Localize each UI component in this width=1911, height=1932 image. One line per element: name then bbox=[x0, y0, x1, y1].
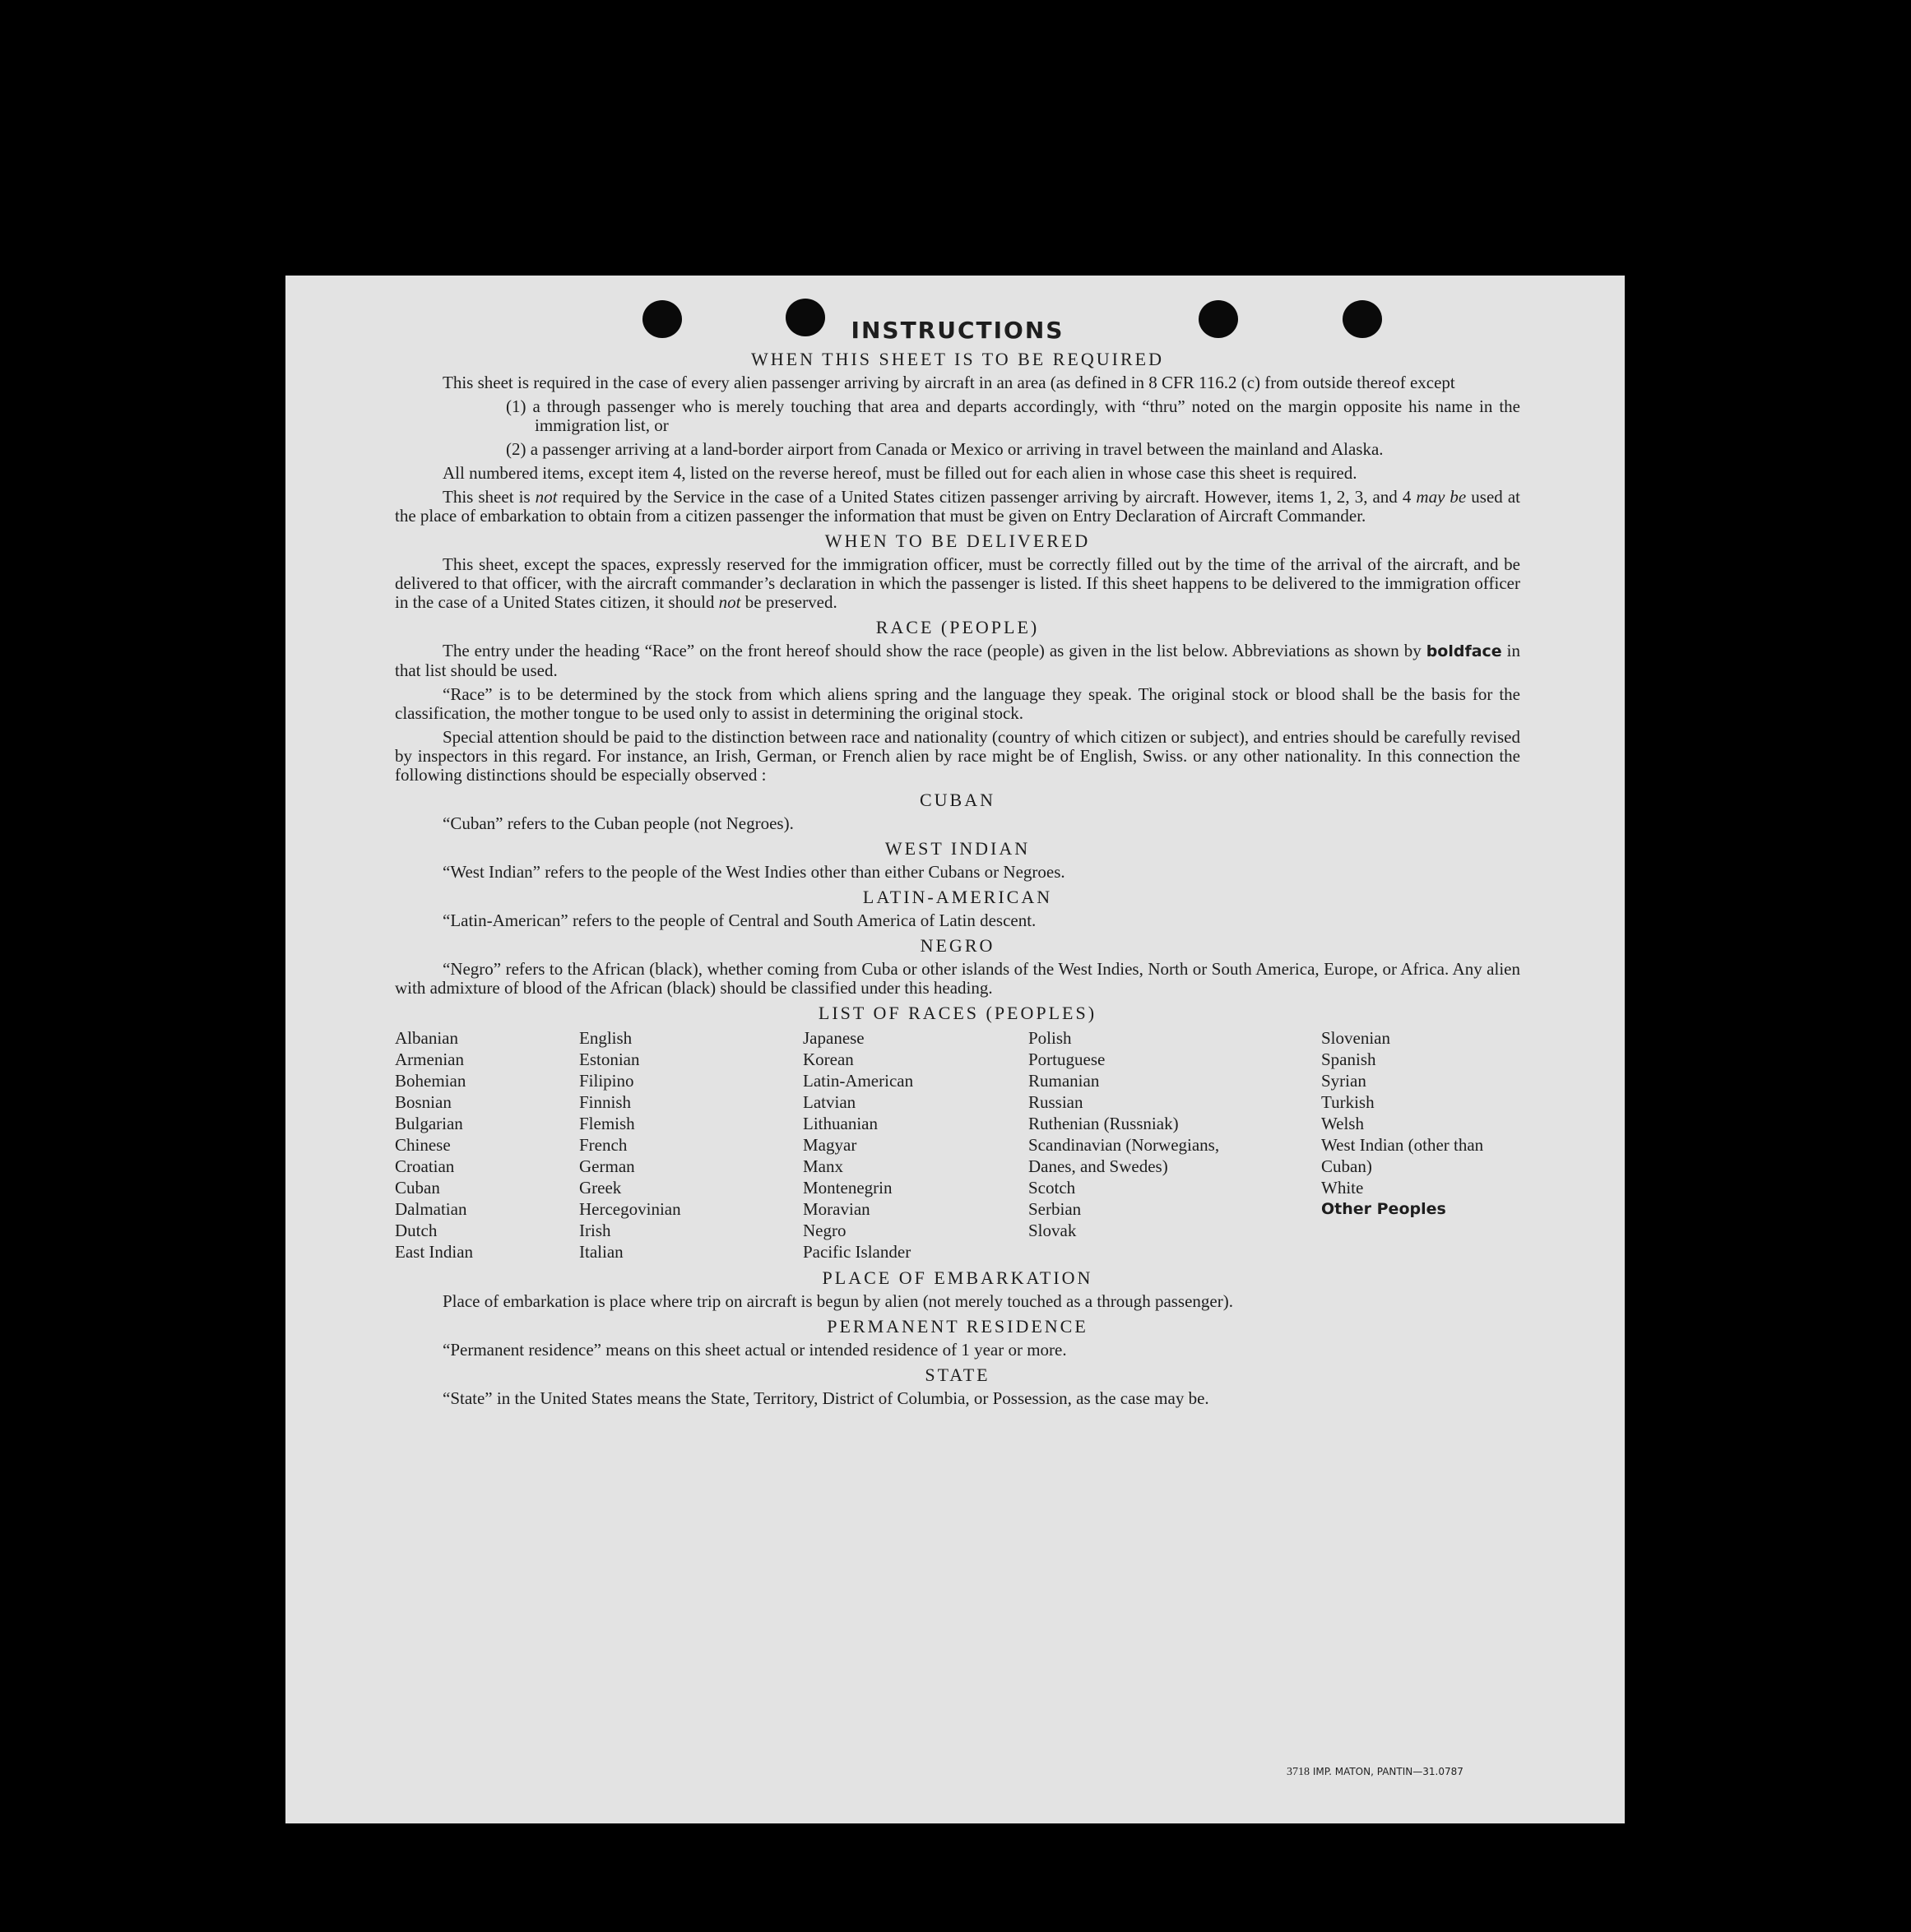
race-entry: French bbox=[579, 1135, 628, 1155]
section-heading-west-indian: WEST INDIAN bbox=[884, 838, 1031, 859]
race-entry: Other Peoples bbox=[1321, 1200, 1446, 1218]
race-entry: Slovenian bbox=[1321, 1028, 1390, 1048]
race-entry: Spanish bbox=[1321, 1049, 1376, 1069]
race-entry: Greek bbox=[579, 1178, 622, 1198]
race-entry: Hercegovinian bbox=[579, 1199, 681, 1219]
race-entry: Scandinavian (Norwegians, Danes, and Swedes) bbox=[1028, 1135, 1220, 1176]
list-item: (2) a passenger arriving at a land-border airport from Canada or Mexico or arriving in travel between the mainland and Alaska. bbox=[506, 439, 1384, 459]
paragraph: This sheet, except the spaces, expressly reserved for the immigration officer, must be correctly filled out by the time of the arrival of the aircraft, and be delivered to that officer, with the aircraft commander’s declaration in which the passenger is listed. If this sheet happens to be delivered to the immigration officer in the case of a United States citizen, it should not be preserved. bbox=[395, 554, 1520, 612]
section-heading-race: RACE (PEOPLE) bbox=[875, 617, 1040, 637]
form-number: 3718 bbox=[1287, 1766, 1310, 1778]
race-entry: Armenian bbox=[395, 1049, 464, 1069]
paragraph: Place of embarkation is place where trip on aircraft is begun by alien (not merely touched as a through passenger). bbox=[443, 1291, 1233, 1311]
paragraph: The entry under the heading “Race” on the front hereof should show the race (people) as given in the list below. Abbreviations as shown by boldface in that list should be used. bbox=[395, 641, 1521, 680]
race-entry: Portuguese bbox=[1028, 1049, 1106, 1069]
races-column bbox=[579, 1027, 803, 1263]
race-entry: Latin-American bbox=[803, 1071, 914, 1091]
race-entry: Irish bbox=[579, 1221, 611, 1240]
form-footer bbox=[1287, 1766, 1463, 1779]
race-entry: Estonian bbox=[579, 1049, 640, 1069]
section-heading-negro: NEGRO bbox=[920, 935, 995, 956]
race-entry: Latvian bbox=[803, 1092, 856, 1112]
race-entry: Ruthenian (Russniak) bbox=[1028, 1114, 1179, 1133]
race-entry: Scotch bbox=[1028, 1178, 1076, 1198]
printer-imprint: IMP. MATON, PANTIN—31.0787 bbox=[1312, 1766, 1463, 1777]
section-heading-state: STATE bbox=[925, 1364, 990, 1385]
races-column bbox=[803, 1027, 1028, 1263]
race-entry: West Indian (other than Cuban) bbox=[1321, 1135, 1484, 1176]
section-heading-delivered: WHEN TO BE DELIVERED bbox=[824, 530, 1091, 551]
race-entry: Magyar bbox=[803, 1135, 857, 1155]
race-entry: Chinese bbox=[395, 1135, 451, 1155]
race-entry: Japanese bbox=[803, 1028, 865, 1048]
section-heading-required: WHEN THIS SHEET IS TO BE REQUIRED bbox=[751, 349, 1164, 369]
races-column bbox=[1028, 1027, 1321, 1263]
race-entry: Pacific Islander bbox=[803, 1242, 911, 1262]
paragraph: “Race” is to be determined by the stock from which aliens spring and the language they speak. The original stock or blood shall be the basis for the classification, the mother tongue to be used only to assist in determining the original stock. bbox=[395, 684, 1520, 723]
document-sheet bbox=[285, 276, 1625, 1823]
race-entry: Lithuanian bbox=[803, 1114, 878, 1133]
race-entry: Flemish bbox=[579, 1114, 635, 1133]
race-entry: Albanian bbox=[395, 1028, 458, 1048]
paragraph: “Latin-American” refers to the people of Central and South America of Latin descent. bbox=[443, 910, 1037, 930]
paragraph: All numbered items, except item 4, listed on the reverse hereof, must be filled out for each alien in whose case this sheet is required. bbox=[443, 463, 1357, 483]
paragraph: “West Indian” refers to the people of the West Indies other than either Cubans or Negroes. bbox=[443, 862, 1065, 882]
race-entry: Negro bbox=[803, 1221, 846, 1240]
race-entry: Turkish bbox=[1321, 1092, 1375, 1112]
list-item: (1) a through passenger who is merely touching that area and departs accordingly, with “thru” noted on the margin opposite his name in the immigration list, or bbox=[506, 396, 1520, 435]
race-entry: Welsh bbox=[1321, 1114, 1364, 1133]
races-column bbox=[395, 1027, 579, 1263]
document-body bbox=[395, 317, 1520, 1413]
race-entry: Croatian bbox=[395, 1156, 455, 1176]
section-heading-residence: PERMANENT RESIDENCE bbox=[827, 1316, 1088, 1337]
race-entry: Dutch bbox=[395, 1221, 438, 1240]
race-entry: Polish bbox=[1028, 1028, 1072, 1048]
races-column bbox=[1321, 1027, 1520, 1263]
race-entry: Filipino bbox=[579, 1071, 634, 1091]
races-list bbox=[395, 1027, 1520, 1263]
paragraph: “State” in the United States means the State, Territory, District of Columbia, or Possession, as the case may be. bbox=[443, 1388, 1209, 1408]
race-entry: Manx bbox=[803, 1156, 843, 1176]
race-entry: Serbian bbox=[1028, 1199, 1082, 1219]
race-entry: Korean bbox=[803, 1049, 854, 1069]
paragraph: “Negro” refers to the African (black), whether coming from Cuba or other islands of the West Indies, North or South America, Europe, or Africa. Any alien with admixture of blood of the African (black) should be classified under this heading. bbox=[395, 959, 1520, 998]
section-heading-cuban: CUBAN bbox=[919, 790, 995, 810]
race-entry: Rumanian bbox=[1028, 1071, 1100, 1091]
race-entry: Bohemian bbox=[395, 1071, 466, 1091]
paragraph: This sheet is required in the case of every alien passenger arriving by aircraft in an area (as defined in 8 CFR 116.2 (c) from outside thereof except bbox=[443, 373, 1455, 392]
race-entry: Moravian bbox=[803, 1199, 870, 1219]
race-entry: Russian bbox=[1028, 1092, 1083, 1112]
race-entry: Bosnian bbox=[395, 1092, 452, 1112]
race-entry: English bbox=[579, 1028, 633, 1048]
paragraph: “Cuban” refers to the Cuban people (not Negroes). bbox=[443, 813, 794, 833]
page-title: INSTRUCTIONS bbox=[851, 317, 1065, 344]
section-heading-embarkation: PLACE OF EMBARKATION bbox=[822, 1267, 1093, 1288]
race-entry: Dalmatian bbox=[395, 1199, 467, 1219]
race-entry: Bulgarian bbox=[395, 1114, 463, 1133]
race-entry: East Indian bbox=[395, 1242, 474, 1262]
race-entry: German bbox=[579, 1156, 635, 1176]
race-entry: Italian bbox=[579, 1242, 624, 1262]
section-heading-latin-american: LATIN-AMERICAN bbox=[862, 887, 1053, 907]
paragraph: This sheet is not required by the Service in the case of a United States citizen passenger arriving by aircraft. However, items 1, 2, 3, and 4 may be used at the place of embarkation to obtain from a citizen passenger the information that must be given on Entry Declaration of Aircraft Commander. bbox=[395, 487, 1521, 526]
paragraph: “Permanent residence” means on this sheet actual or intended residence of 1 year or more. bbox=[443, 1340, 1067, 1360]
race-entry: Finnish bbox=[579, 1092, 632, 1112]
race-entry: White bbox=[1321, 1178, 1364, 1198]
race-entry: Syrian bbox=[1321, 1071, 1366, 1091]
race-entry: Montenegrin bbox=[803, 1178, 893, 1198]
race-entry: Slovak bbox=[1028, 1221, 1077, 1240]
race-entry: Cuban bbox=[395, 1178, 440, 1198]
paragraph: Special attention should be paid to the distinction between race and nationality (country of which citizen or subject), and entries should be carefully revised by inspectors in this regard. For instance, an Irish, German, or French alien by race might be of English, Swiss. or any other nationality. In this connection the following distinctions should be especially observed : bbox=[395, 727, 1520, 785]
section-heading-races-list: LIST OF RACES (PEOPLES) bbox=[818, 1003, 1097, 1023]
